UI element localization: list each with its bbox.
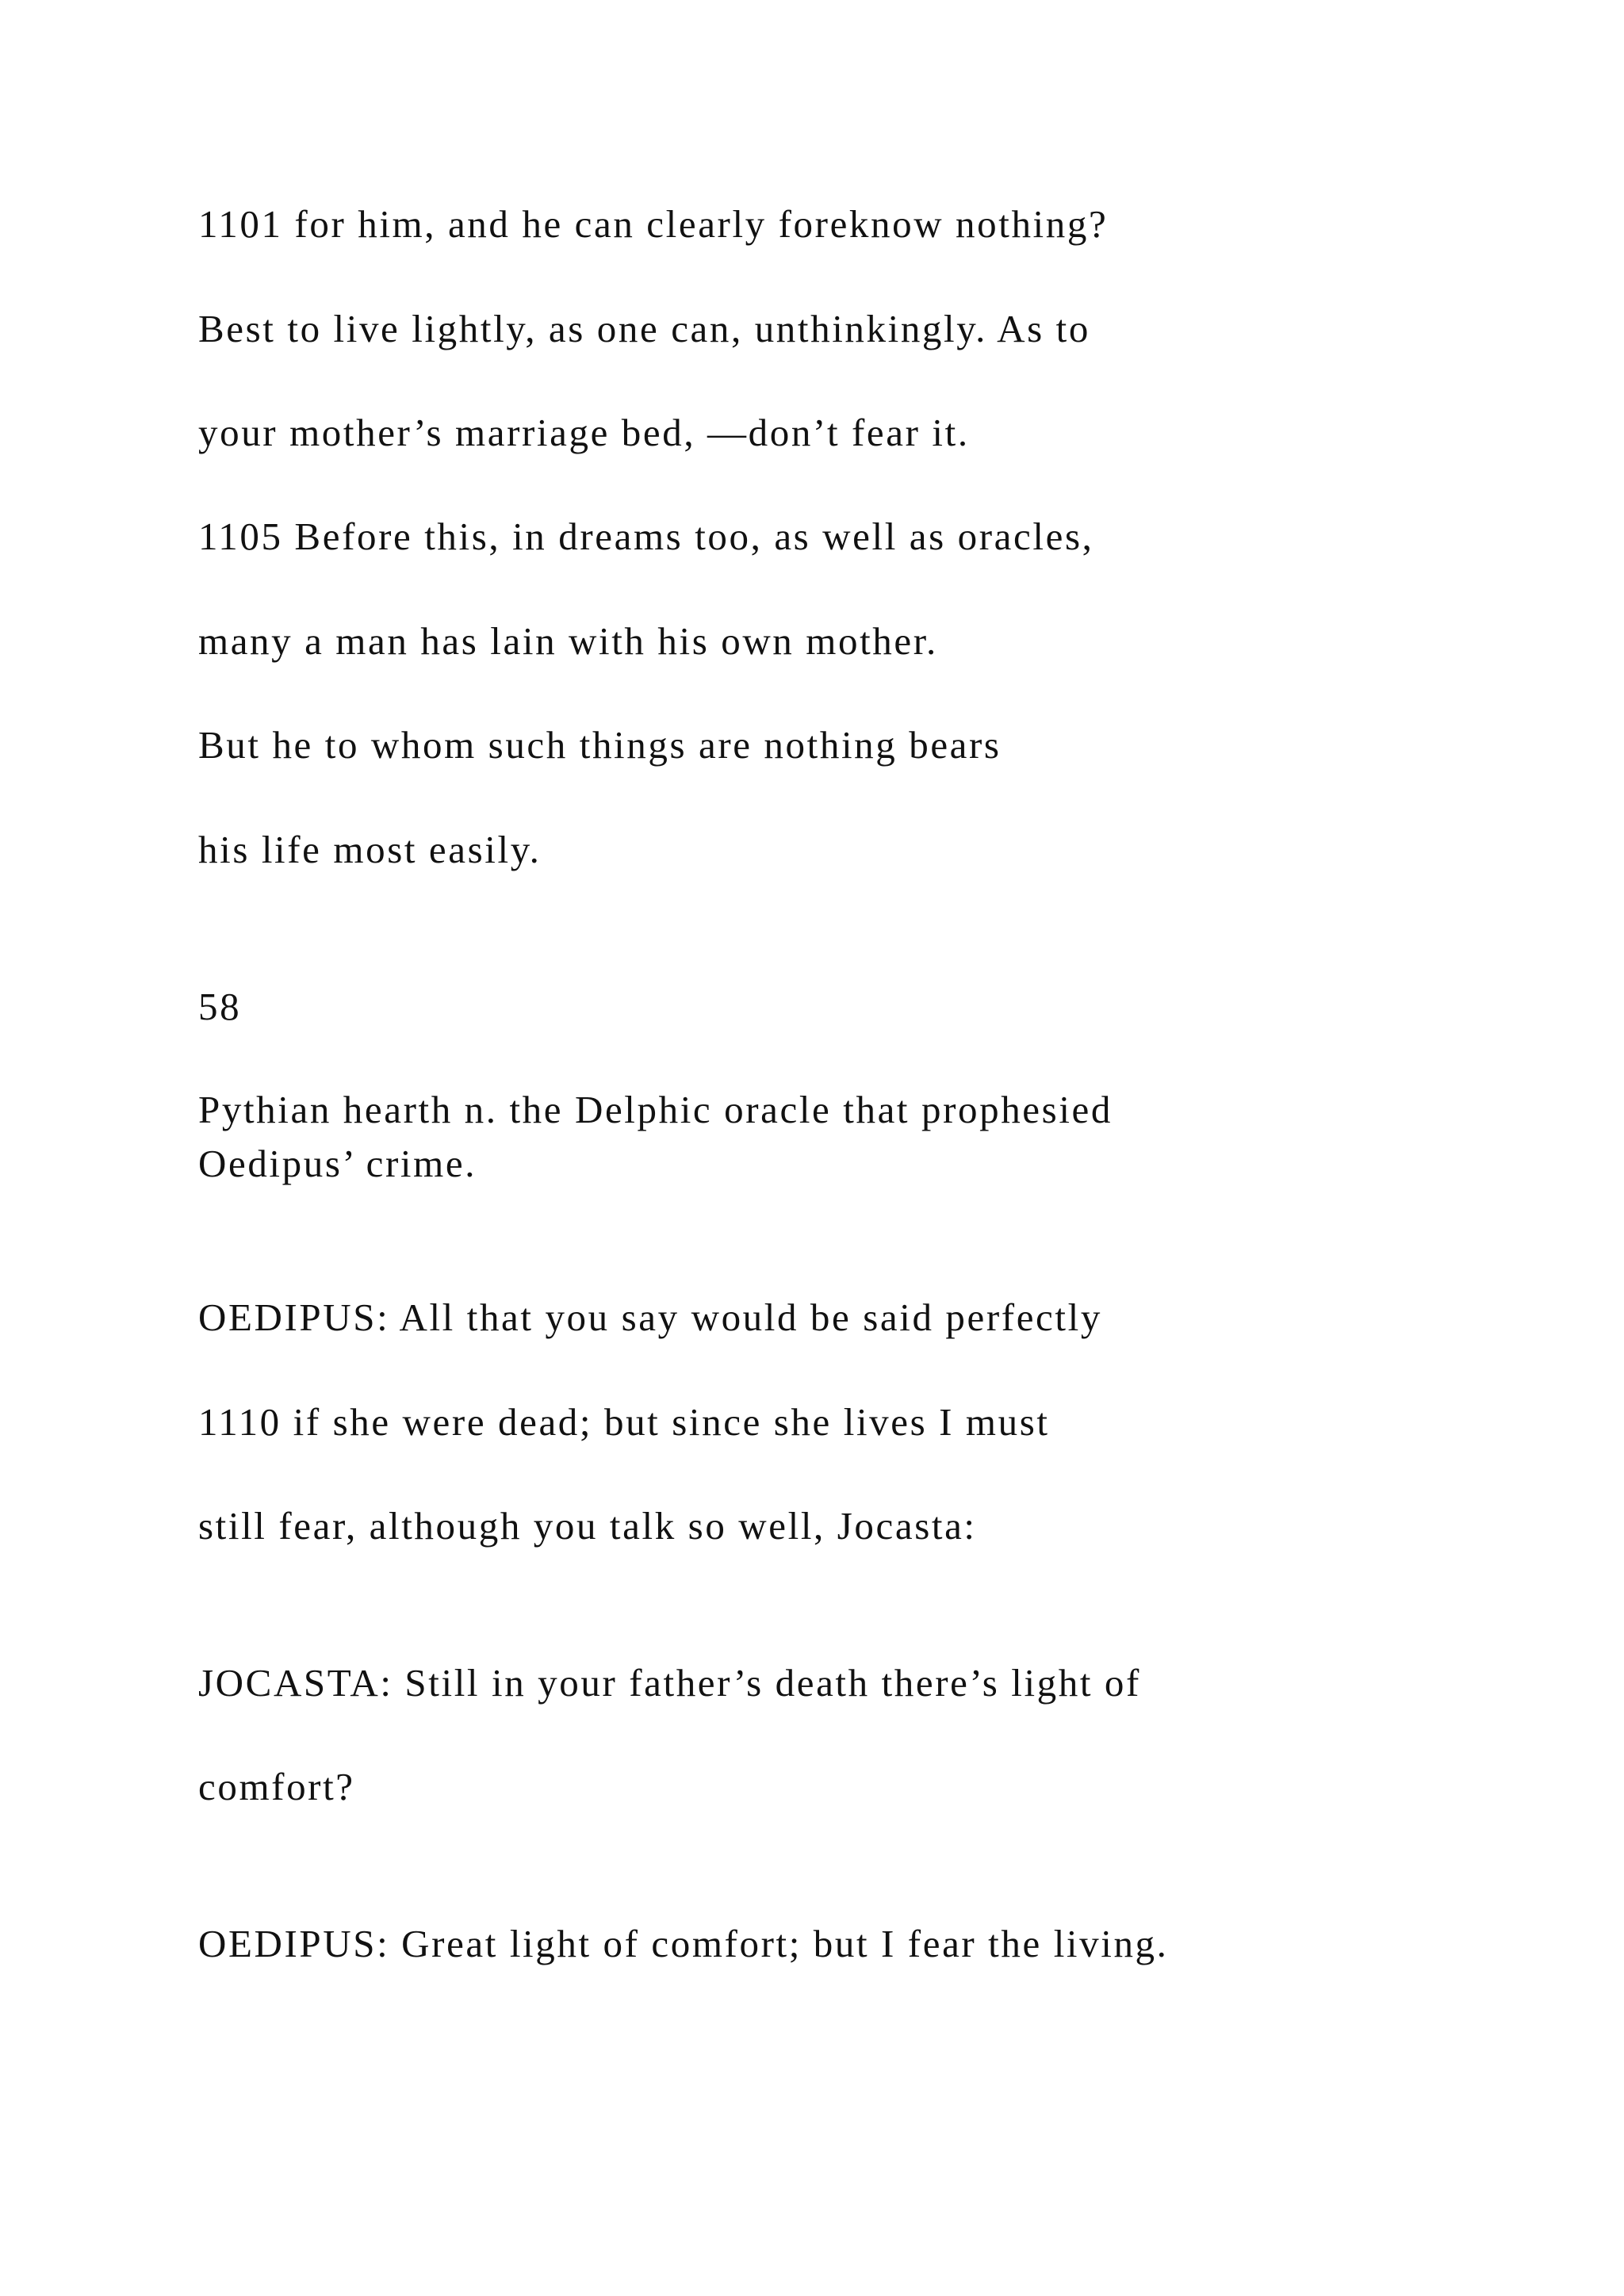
text-line: still fear, although you talk so well, Jocasta: — [198, 1504, 977, 1548]
text-line: comfort? — [198, 1765, 355, 1808]
speech-oedipus-reply: OEDIPUS: Great light of comfort; but I fear the living. — [198, 1922, 1169, 1965]
page-number: 58 — [198, 985, 242, 1028]
text-line: Best to live lightly, as one can, unthinkingly. As to — [198, 307, 1090, 350]
text-line: But he to whom such things are nothing bears — [198, 723, 1002, 767]
speech-oedipus-line: OEDIPUS: All that you say would be said perfectly — [198, 1295, 1102, 1339]
text-line: his life most easily. — [198, 828, 542, 871]
text-line: many a man has lain with his own mother. — [198, 619, 938, 663]
text-line: your mother’s marriage bed, —don’t fear it. — [198, 411, 970, 454]
speech-jocasta-line: JOCASTA: Still in your father’s death there’s light of — [198, 1661, 1141, 1705]
text-line-1105: 1105 Before this, in dreams too, as well as oracles, — [198, 515, 1094, 558]
text-line-1110: 1110 if she were dead; but since she lives I must — [198, 1400, 1050, 1444]
footnote: Pythian hearth n. the Delphic oracle that prophesied Oedipus’ crime. — [198, 1088, 1113, 1185]
text-line-1101: 1101 for him, and he can clearly foreknow nothing? — [198, 202, 1109, 246]
